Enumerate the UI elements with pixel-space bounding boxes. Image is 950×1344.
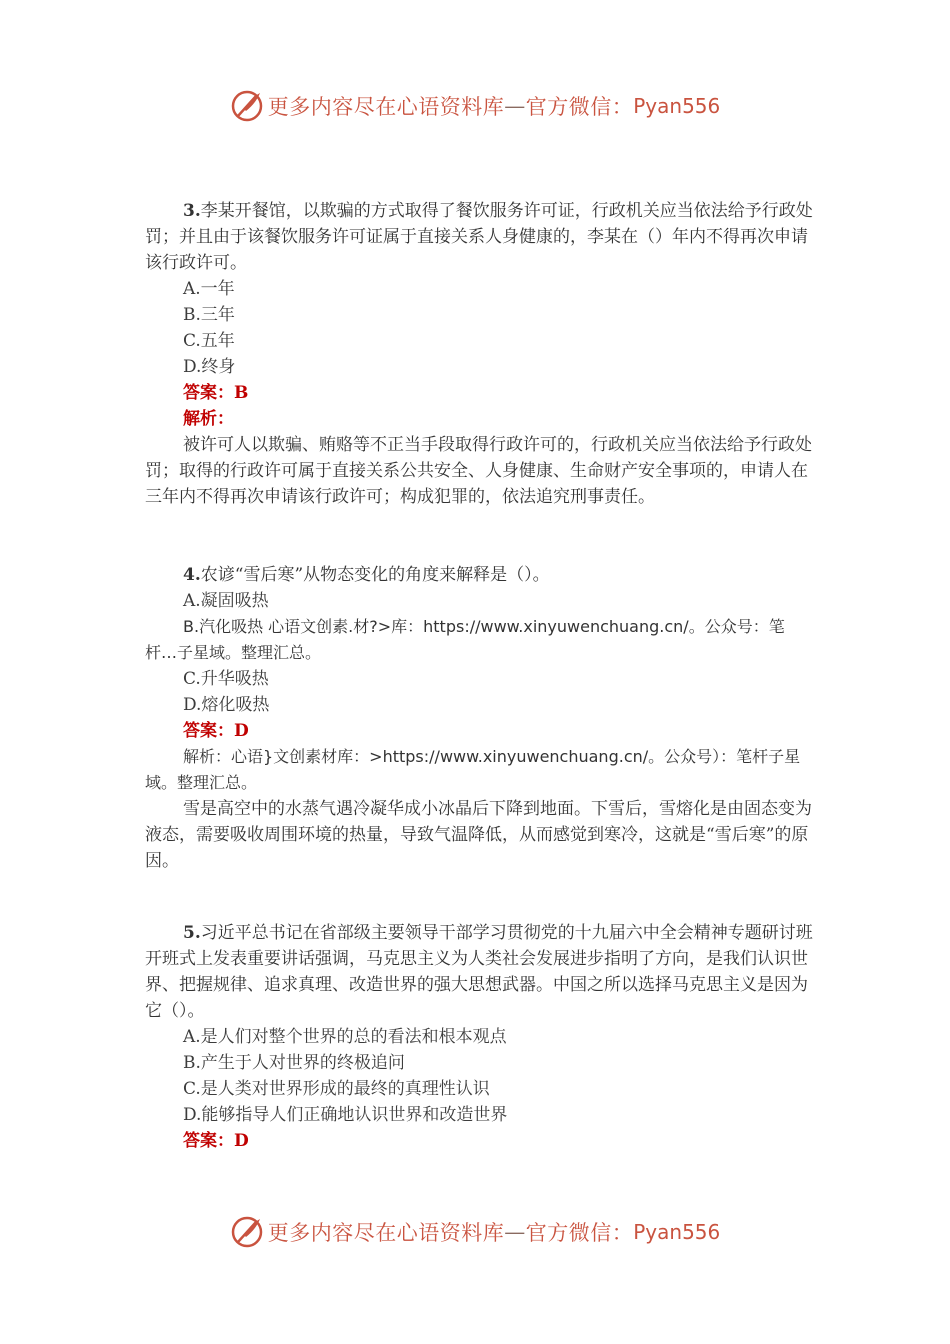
quill-logo-icon — [230, 1215, 264, 1249]
question-3-option-d: D.终身 — [183, 357, 236, 377]
question-5-option-c: C.是人类对世界形成的最终的真理性认识 — [183, 1079, 490, 1099]
question-5-stem — [145, 920, 815, 1024]
question-4-option-d: D.熔化吸热 — [183, 695, 270, 715]
question-4-option-b: B.汽化吸热 心语文创素.材?>库：https://www.xinyuwenchuang.cn/。公众号：笔杆…子星域。整理汇总。 — [145, 617, 785, 662]
question-4 — [145, 562, 815, 874]
question-3-text: 李某开餐馆，以欺骗的方式取得了餐饮服务许可证，行政机关应当依法给予行政处罚；并且由于该餐饮服务许可证属于直接关系人身健康的，李某在（）年内不得再次申请该行政许可。 — [145, 201, 813, 273]
footer-text: 更多内容尽在心语资料库 — [267, 1221, 505, 1245]
header-wechat-label: 官方微信： — [525, 95, 634, 119]
question-3-option-a: A.一年 — [183, 279, 235, 299]
footer-dash: — — [504, 1220, 526, 1244]
question-3-answer: 答案：B — [183, 383, 249, 403]
question-3 — [145, 198, 815, 510]
footer-banner — [0, 1212, 950, 1252]
header-wechat-id: Pyan556 — [633, 94, 721, 118]
spacer — [145, 510, 815, 562]
question-5-answer: 答案：D — [183, 1131, 249, 1151]
document-body — [145, 198, 815, 1154]
question-5-text: 习近平总书记在省部级主要领导干部学习贯彻党的十九届六中全会精神专题研讨班开班式上发表重要讲话强调，马克思主义为人类社会发展进步指明了方向，是我们认识世界、把握规律、追求真理、改造世界的强大思想武器。中国之所以选择马克思主义是因为它（）。 — [145, 923, 813, 1021]
question-5-option-b: B.产生于人对世界的终极追问 — [183, 1053, 405, 1073]
question-5-number: 5. — [183, 923, 201, 943]
header-banner — [0, 86, 950, 126]
question-4-number: 4. — [183, 565, 201, 585]
question-3-option-b: B.三年 — [183, 305, 235, 325]
question-3-stem — [145, 198, 815, 276]
question-4-text: 农谚“雪后寒”从物态变化的角度来解释是（）。 — [200, 565, 550, 585]
quill-logo-icon — [230, 89, 264, 123]
question-4-analysis-ad: 解析：心语}文创素材库：>https://www.xinyuwenchuang.cn/。公众号）：笔杆子星域。整理汇总。 — [145, 747, 801, 792]
question-3-analysis-label: 解析： — [183, 409, 234, 429]
spacer — [145, 874, 815, 920]
question-3-analysis: 被许可人以欺骗、贿赂等不正当手段取得行政许可的，行政机关应当依法给予行政处罚；取得的行政许可属于直接关系公共安全、人身健康、生命财产安全事项的，申请人在三年内不得再次申请该行政许可；构成犯罪的，依法追究刑事责任。 — [145, 435, 812, 507]
question-3-option-c: C.五年 — [183, 331, 235, 351]
question-5-option-a: A.是人们对整个世界的总的看法和根本观点 — [183, 1027, 507, 1047]
question-3-number: 3. — [183, 201, 201, 221]
question-4-stem — [145, 562, 815, 588]
question-4-answer: 答案：D — [183, 721, 249, 741]
header-text: 更多内容尽在心语资料库 — [267, 95, 505, 119]
question-4-option-a: A.凝固吸热 — [183, 591, 269, 611]
question-4-analysis: 雪是高空中的水蒸气遇冷凝华成小冰晶后下降到地面。下雪后，雪熔化是由固态变为液态，需要吸收周围环境的热量，导致气温降低，从而感觉到寒冷，这就是“雪后寒”的原因。 — [145, 799, 812, 871]
footer-wechat-id: Pyan556 — [633, 1220, 721, 1244]
question-5 — [145, 920, 815, 1154]
question-5-option-d: D.能够指导人们正确地认识世界和改造世界 — [183, 1105, 508, 1125]
question-4-option-c: C.升华吸热 — [183, 669, 269, 689]
footer-wechat-label: 官方微信： — [525, 1221, 634, 1245]
header-dash: — — [504, 94, 526, 118]
